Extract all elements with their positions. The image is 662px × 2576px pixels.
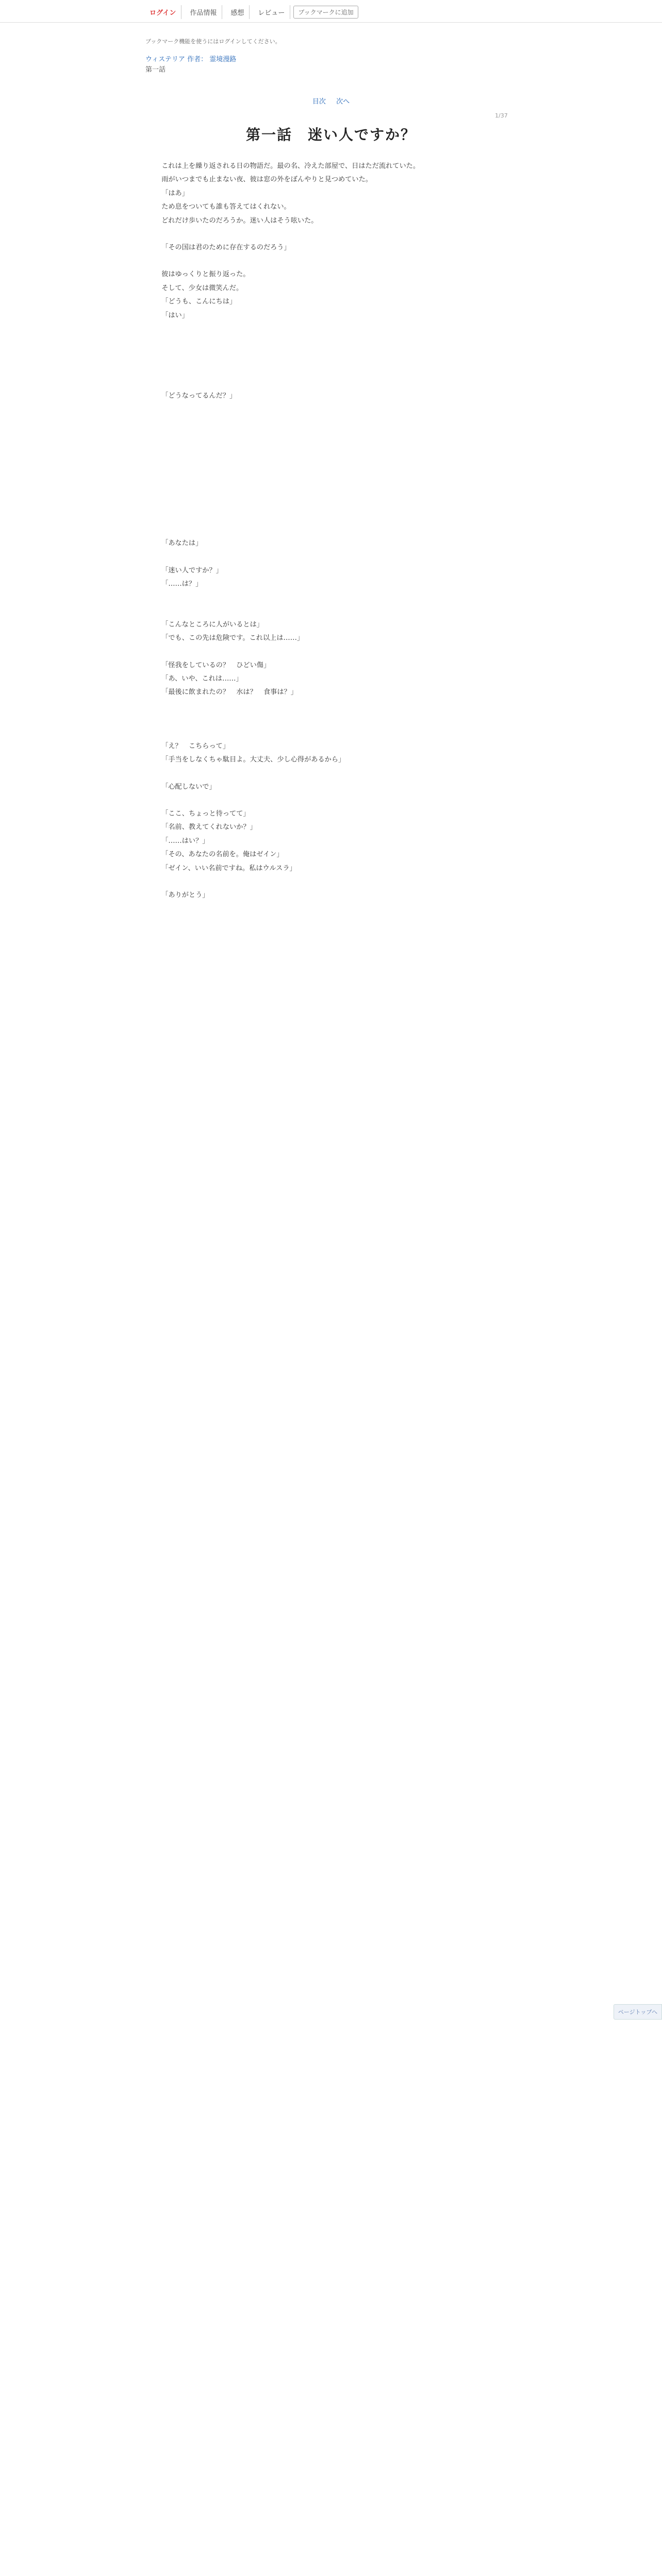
novel-paragraph: 「どうなってるんだ？」 (161, 392, 237, 400)
author-link[interactable]: 霊境漫路 (209, 56, 237, 63)
novel-paragraph (155, 228, 495, 241)
novel-paragraph (155, 349, 495, 363)
novel-paragraph: 「手当をしなくちゃ駄目よ。大丈夫、少し心得があるから」 (161, 756, 345, 764)
novel-paragraph (155, 430, 495, 443)
novel-paragraph (155, 875, 495, 889)
novel-paragraph (155, 416, 495, 430)
breadcrumb (145, 54, 236, 63)
novel-paragraph: 「ありがとう」 (161, 891, 209, 899)
novel-body (155, 160, 495, 929)
novel-paragraph (155, 443, 495, 456)
toc-link[interactable]: 目次 (312, 98, 326, 106)
page-top-button[interactable]: ページトップへ (614, 2004, 662, 2020)
novel-paragraph (155, 794, 495, 807)
novel-paragraph (155, 363, 495, 376)
novel-paragraph: 「怪我をしているの？ ひどい傷」 (161, 661, 271, 669)
next-link[interactable]: 次へ (336, 98, 350, 106)
novel-paragraph (155, 376, 495, 389)
novel-paragraph (155, 456, 495, 470)
novel-paragraph (155, 470, 495, 483)
novel-paragraph (155, 551, 495, 564)
novel-paragraph (155, 902, 495, 916)
novel-paragraph (155, 726, 495, 740)
novel-paragraph: 「……は？」 (161, 580, 203, 588)
novel-paragraph: 「……はい？」 (161, 837, 209, 845)
add-bookmark-button[interactable]: ブックマークに追加 (293, 6, 358, 19)
novel-paragraph: 「え？ こちらって」 (161, 742, 230, 750)
novel-paragraph: 「こんなところに人がいるとは」 (161, 620, 263, 629)
novel-paragraph (155, 336, 495, 349)
novel-paragraph: 雨がいつまでも止まない夜、彼は窓の外をぼんやりと見つめていた。 (161, 176, 372, 184)
pager-top (0, 96, 662, 106)
novel-paragraph (155, 646, 495, 659)
novel-paragraph: 「はあ」 (161, 189, 189, 197)
novel-paragraph (155, 523, 495, 537)
novel-paragraph: 「あなたは」 (161, 539, 203, 548)
novel-paragraph (155, 255, 495, 268)
top-nav (144, 5, 358, 19)
page-count: 1/37 (495, 112, 508, 119)
author-prefix: 作者： (187, 56, 208, 63)
login-link[interactable]: ログイン (144, 5, 181, 19)
novel-paragraph (155, 916, 495, 929)
novel-paragraph: 彼はゆっくりと振り返った。 (161, 270, 250, 279)
chapter-label: 第一話 (145, 66, 166, 74)
nav-reviews[interactable]: レビュー (253, 5, 290, 19)
novel-paragraph: 「どうも、こんにちは」 (161, 298, 237, 306)
novel-paragraph (155, 483, 495, 497)
novel-paragraph: ため息をついても誰も答えてはくれない。 (161, 203, 291, 211)
novel-paragraph: そして、少女は微笑んだ。 (161, 284, 243, 292)
novel-paragraph: 「その、あなたの名前を。俺はゼイン」 (161, 851, 284, 859)
novel-paragraph: これは上を繰り返される日の物語だ。最の名、冷えた部屋で、日はただ流れていた。 (161, 162, 420, 170)
novel-paragraph: 「はい」 (161, 311, 189, 319)
novel-paragraph: 「迷い人ですか？」 (161, 566, 223, 574)
novel-paragraph: 「ここ、ちょっと待ってて」 (161, 809, 250, 818)
novel-paragraph: 「あ、いや、これは……」 (161, 674, 243, 683)
novel-paragraph: 「心配しないで」 (161, 783, 216, 791)
top-bar (0, 0, 662, 23)
novel-paragraph: 「でも、この先は危険です。これ以上は……」 (161, 634, 304, 642)
novel-paragraph (155, 605, 495, 618)
bookmark-login-note: ブックマーク機能を使うにはログインしてください。 (145, 38, 281, 45)
novel-paragraph: 「名前、教えてくれないか？」 (161, 823, 257, 832)
novel-paragraph (155, 700, 495, 713)
nav-impressions[interactable]: 感想 (225, 5, 250, 19)
novel-paragraph (155, 713, 495, 726)
novel-paragraph: どれだけ歩いたのだろうか。迷い人はそう呟いた。 (161, 216, 318, 225)
series-link[interactable]: ウィステリア (145, 56, 185, 63)
chapter-title: 第一話 迷い人ですか？ (245, 126, 416, 143)
nav-work-info[interactable]: 作品情報 (185, 5, 222, 19)
novel-paragraph (155, 323, 495, 336)
novel-paragraph (155, 497, 495, 510)
novel-paragraph (155, 591, 495, 605)
novel-paragraph: 「その国は君のために存在するのだろう」 (161, 244, 291, 252)
novel-paragraph (155, 767, 495, 781)
novel-paragraph: 「最後に飲まれたの？ 水は？ 食事は？」 (161, 688, 297, 697)
novel-paragraph: 「ゼイン、いい名前ですね。私はウルスラ」 (161, 864, 296, 872)
novel-paragraph (155, 403, 495, 416)
novel-paragraph (155, 510, 495, 523)
